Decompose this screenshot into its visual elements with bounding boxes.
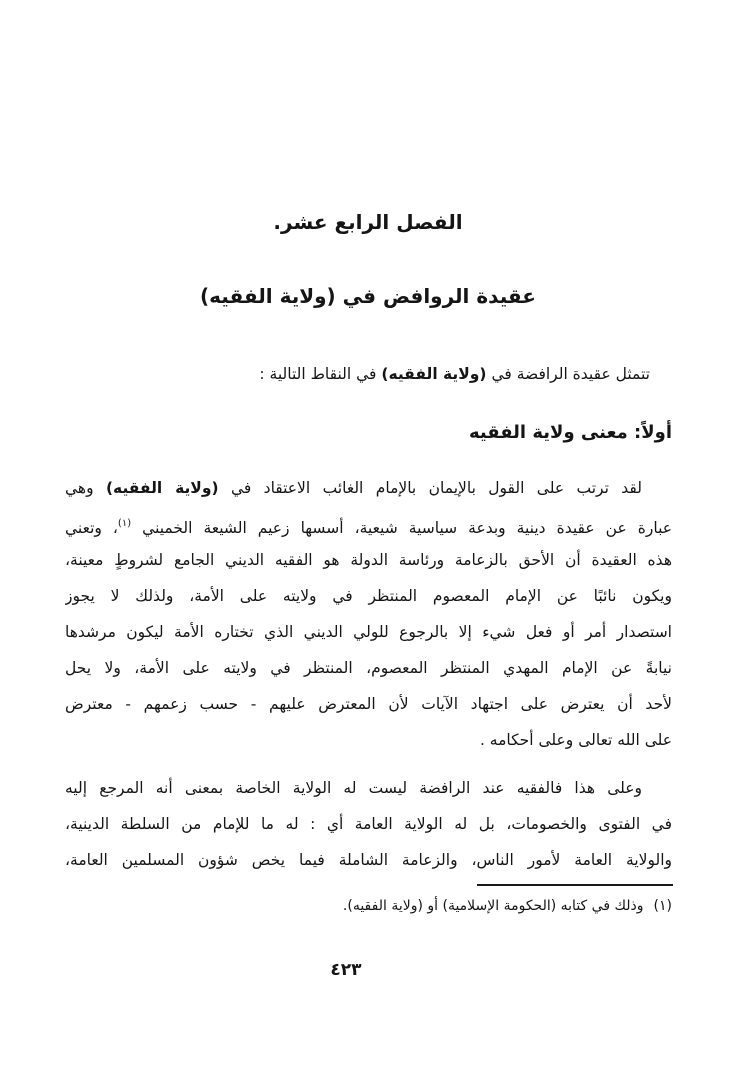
emphasized-text: (ولاية الفقيه) — [381, 365, 487, 383]
text-segment: نيابةً عن الإمام المهدي المنتظر المعصوم، المنتظر في ولايته على الأمة، ولا يحل — [65, 659, 672, 677]
chapter-title: الفصل الرابع عشر. — [273, 210, 463, 234]
text-line — [65, 770, 672, 806]
text-line — [65, 650, 672, 686]
text-line — [65, 542, 672, 578]
text-segment: هذه العقيدة أن الأحق بالزعامة ورئاسة الدولة هو الفقيه الديني الجامع لشروطٍ معينة، — [65, 551, 672, 569]
text-segment: استصدار أمر أو فعل شيء إلا بالرجوع للولي الديني الذي تختاره الأمة ليكون مرشدها — [65, 623, 672, 641]
text-segment: على الله تعالى وعلى أحكامه . — [479, 731, 672, 749]
page-number: ٤٢٣ — [330, 960, 362, 980]
footnote-reference: (١) — [117, 518, 132, 529]
footnote — [65, 894, 672, 918]
text-line — [65, 470, 672, 506]
first-point-heading: أولاً: معنى ولاية الفقيه — [469, 422, 672, 443]
text-segment: ، وتعني — [65, 519, 118, 537]
footnote-text: وذلك في كتابه (الحكومة الإسلامية) أو (ولاية الفقيه). — [342, 898, 644, 914]
footnote-marker: (١) — [653, 898, 672, 914]
paragraph-2 — [65, 770, 672, 878]
text-line — [65, 578, 672, 614]
text-segment: ويكون نائبًا عن الإمام المعصوم المنتظر في ولايته على الأمة، ولذلك لا يجوز — [65, 587, 672, 605]
text-segment: والولاية العامة لأمور الناس، والزعامة الشاملة فيما يخص شؤون المسلمين العامة، — [65, 851, 672, 869]
text-segment: تتمثل عقيدة الرافضة في — [486, 365, 650, 383]
paragraph-1 — [65, 470, 672, 758]
footnote-separator-rule — [477, 884, 673, 886]
emphasized-text: (ولاية الفقيه) — [105, 479, 219, 497]
intro-line — [65, 360, 672, 388]
text-line — [65, 722, 672, 758]
section-title: عقيدة الروافض في (ولاية الفقيه) — [200, 284, 536, 308]
text-segment: لأحد أن يعترض على اجتهاد الآيات لأن المعترض عليهم - حسب زعمهم - معترض — [65, 695, 672, 713]
text-segment: في الفتوى والخصومات، بل له الولاية العامة أي : له ما للإمام من السلطة الدينية، — [65, 815, 672, 833]
text-segment: في النقاط التالية : — [259, 365, 382, 383]
text-line — [65, 842, 672, 878]
text-line — [65, 614, 672, 650]
text-segment: لقد ترتب على القول بالإيمان بالإمام الغائب الاعتقاد في — [218, 479, 642, 497]
text-segment: عبارة عن عقيدة دينية وبدعة سياسية شيعية، أسسها زعيم الشيعة الخميني — [131, 519, 672, 537]
text-line — [65, 806, 672, 842]
text-line — [65, 686, 672, 722]
text-segment: وعلى هذا فالفقيه عند الرافضة ليست له الولاية الخاصة بمعنى أنه المرجع إليه — [65, 779, 642, 797]
text-line — [65, 506, 672, 542]
text-segment: وهي — [65, 479, 106, 497]
